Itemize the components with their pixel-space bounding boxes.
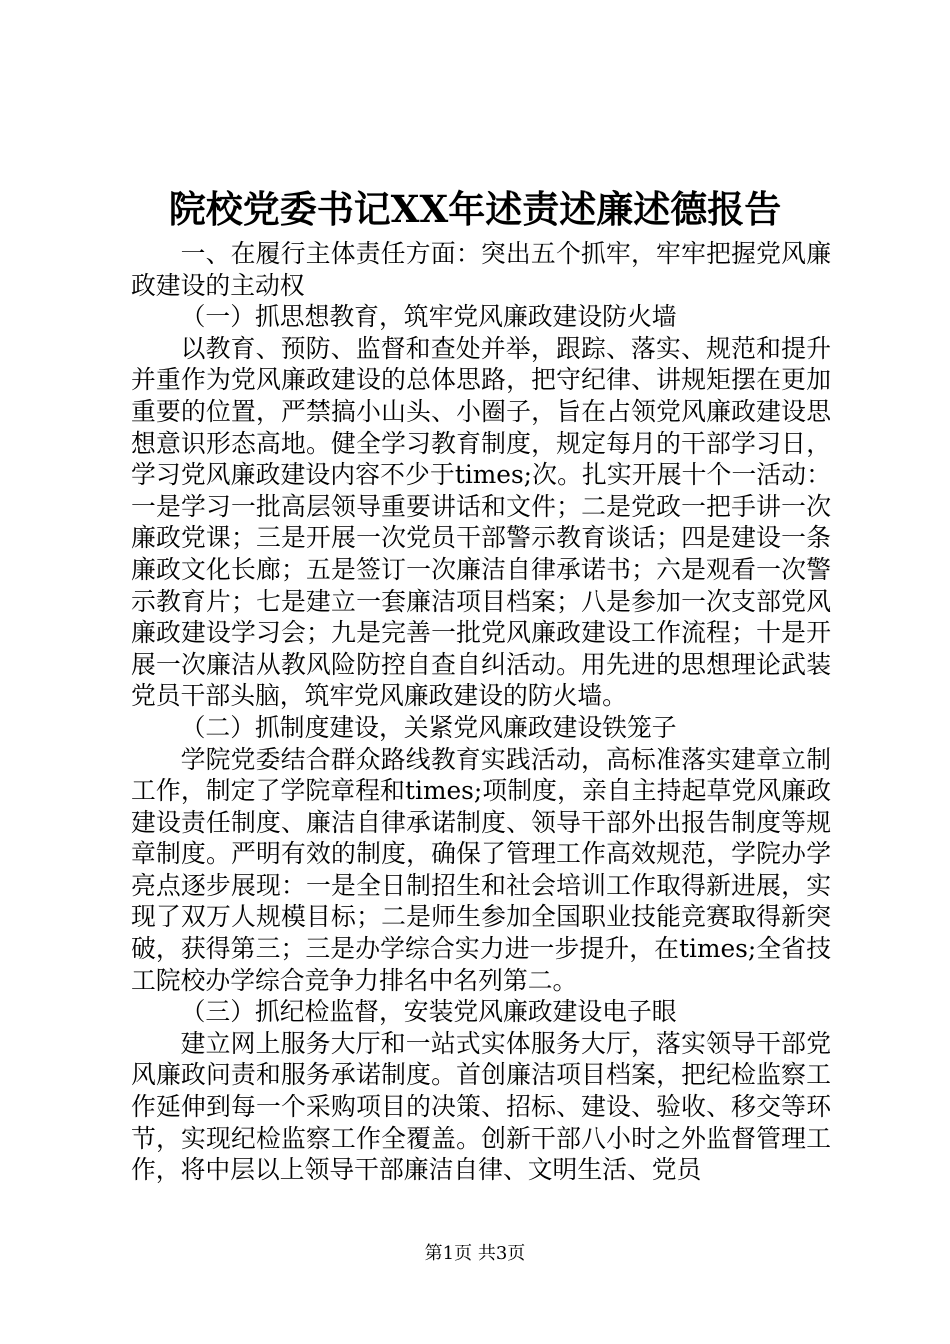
document-body — [131, 238, 831, 1186]
body-paragraph-1: 以教育、预防、监督和查处并举，跟踪、落实、规范和提升并重作为党风廉政建设的总体思路，把守纪律、讲规矩摆在更加重要的位置，严禁搞小山头、小圈子，旨在占领党风廉政建设思想意识形态高地。健全学习教育制度，规定每月的干部学习日，学习党风廉政建设内容不少于times;次。扎实开展十个一活动：一是学习一批高层领导重要讲话和文件；二是党政一把手讲一次廉政党课；三是开展一次党员干部警示教育谈话；四是建设一条廉政文化长廊；五是签订一次廉洁自律承诺书；六是观看一次警示教育片；七是建立一套廉洁项目档案；八是参加一次支部党风廉政建设学习会；九是完善一批党风廉政建设工作流程；十是开展一次廉洁从教风险防控自查自纠活动。用先进的思想理论武装党员干部头脑，筑牢党风廉政建设的防火墙。 — [131, 333, 831, 711]
body-paragraph-3: 建立网上服务大厅和一站式实体服务大厅，落实领导干部党风廉政问责和服务承诺制度。首创廉洁项目档案，把纪检监察工作延伸到每一个采购项目的决策、招标、建设、验收、移交等环节，实现纪检监察工作全覆盖。创新干部八小时之外监督管理工作，将中层以上领导干部廉洁自律、文明生活、党员 — [131, 1028, 831, 1185]
page-number-footer: 第1页 共3页 — [424, 1243, 526, 1264]
section-heading-1: 一、在履行主体责任方面：突出五个抓牢，牢牢把握党风廉政建设的主动权 — [131, 239, 831, 300]
subsection-heading-1: （一）抓思想教育，筑牢党风廉政建设防火墙 — [180, 302, 677, 332]
body-paragraph-2: 学院党委结合群众路线教育实践活动，高标准落实建章立制工作，制定了学院章程和times;项制度，亲自主持起草党风廉政建设责任制度、廉洁自律承诺制度、领导干部外出报告制度等规章制度。严明有效的制度，确保了管理工作高效规范，学院办学亮点逐步展现：一是全日制招生和社会培训工作取得新进展，实现了双万人规模目标；二是师生参加全国职业技能竞赛取得新突破，获得第三；三是办学综合实力进一步提升，在times;全省技工院校办学综合竞争力排名中名列第二。 — [131, 744, 831, 995]
subsection-heading-3: （三）抓纪检监督，安装党风廉政建设电子眼 — [180, 997, 677, 1027]
subsection-heading-2: （二）抓制度建设，关紧党风廉政建设铁笼子 — [180, 712, 677, 742]
document-title: 院校党委书记XX年述责述廉述德报告 — [168, 187, 782, 231]
